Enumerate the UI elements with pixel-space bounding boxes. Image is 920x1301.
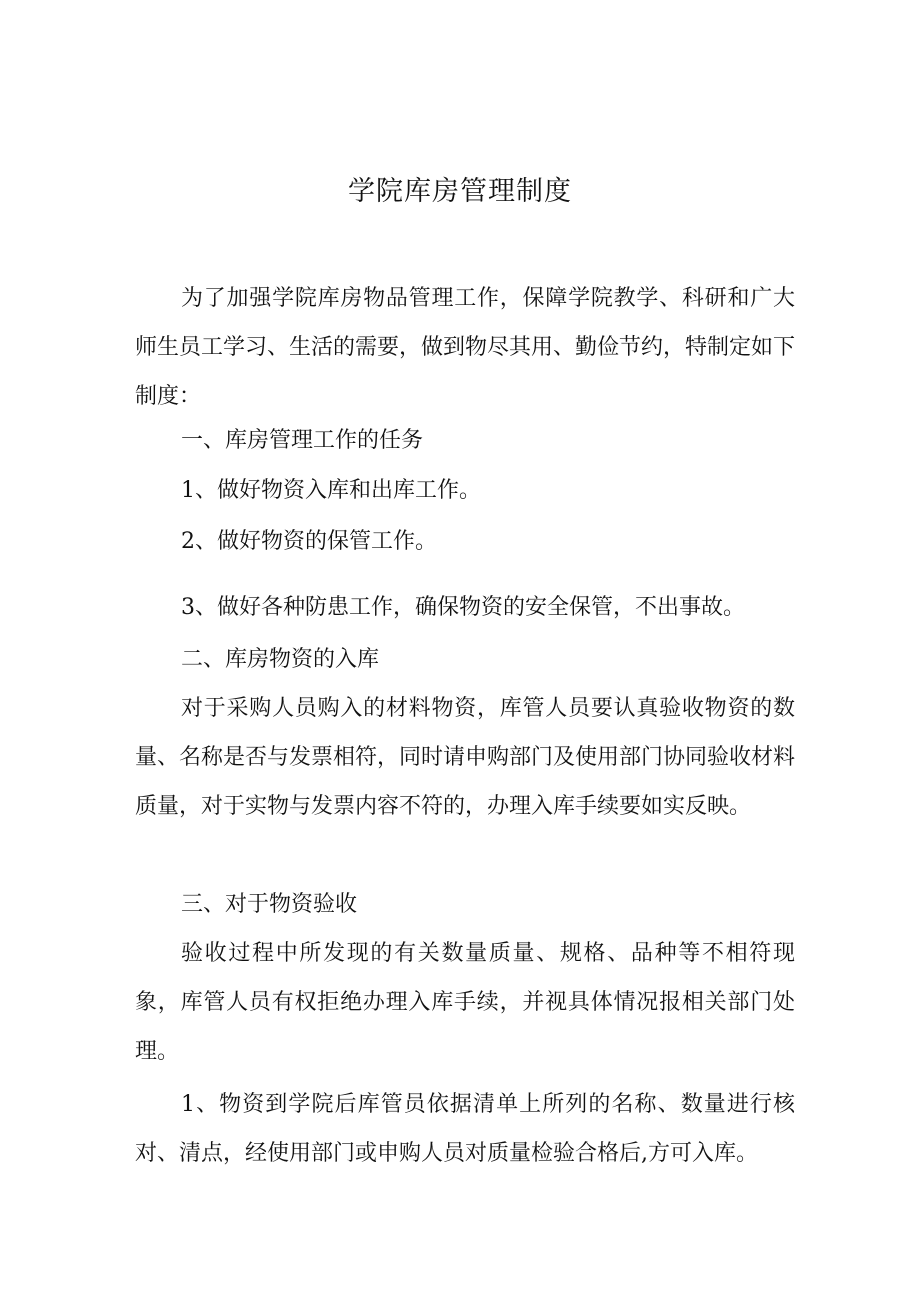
section3-heading: 三、对于物资验收 xyxy=(181,892,358,917)
intro-paragraph: 为了加强学院库房物品管理工作，保障学院教学、科研和广大师生员工学习、生活的需要，做到物尽其用、勤俭节约，特制定如下制度： xyxy=(135,286,796,409)
section3-paragraph: 验收过程中所发现的有关数量质量、规格、品种等不相符现象，库管人员有权拒绝办理入库手续，并视具体情况报相关部门处理。 xyxy=(135,941,795,1064)
section1-item-1: 1、做好物资入库和出库工作。 xyxy=(181,478,481,503)
section2-heading: 二、库房物资的入库 xyxy=(181,647,380,672)
section3-item-1: 1、物资到学院后库管员依据清单上所列的名称、数量进行核对、清点，经使用部门或申购人员对质量检验合格后,方可入库。 xyxy=(135,1092,795,1166)
section1-item-3: 3、做好各种防患工作，确保物资的安全保管，不出事故。 xyxy=(181,595,745,620)
section1-heading: 一、库房管理工作的任务 xyxy=(181,428,424,453)
document-title: 学院库房管理制度 xyxy=(348,176,572,207)
section2-paragraph: 对于采购人员购入的材料物资，库管人员要认真验收物资的数量、名称是否与发票相符，同时请申购部门及使用部门协同验收材料质量，对于实物与发票内容不符的，办理入库手续要如实反映。 xyxy=(135,696,796,819)
section1-item-2: 2、做好物资的保管工作。 xyxy=(181,529,437,554)
